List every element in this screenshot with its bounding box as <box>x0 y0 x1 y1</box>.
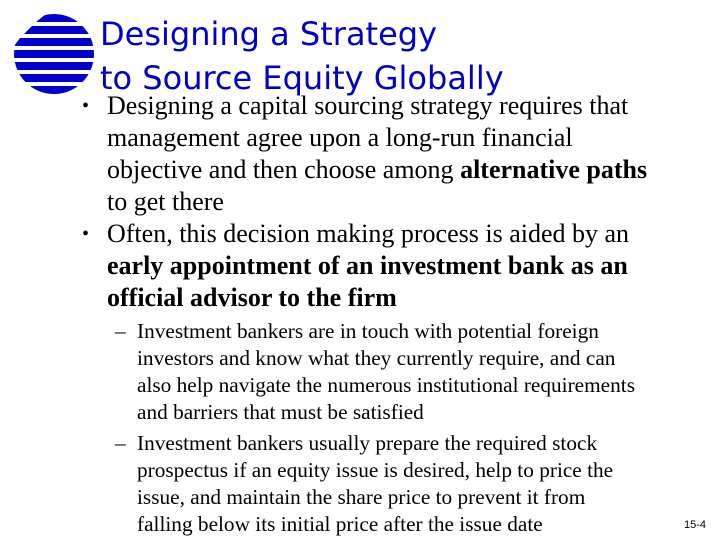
bullet-mark: • <box>82 95 90 117</box>
sub-bullet-line: falling below its initial price after the issue date <box>137 512 543 536</box>
bullet-emphasis: alternative paths <box>460 155 648 184</box>
bullet-line: management agree upon a long-run financial <box>107 123 573 152</box>
page-number: 15-4 <box>683 519 706 531</box>
sub-bullet-line: prospectus if an equity issue is desired, help to price the <box>137 458 614 482</box>
sub-bullet-line: Investment bankers are in touch with potential foreign <box>137 319 599 343</box>
sub-bullet-line: investors and know what they currently require, and can <box>137 346 616 370</box>
bullet-emphasis: early appointment of an investment bank as an <box>107 251 628 280</box>
bullet-line: Designing a capital sourcing strategy requires that <box>107 91 629 120</box>
sub-bullet-line: and barriers that must be satisfied <box>137 400 424 424</box>
sub-bullet-mark: – <box>115 319 126 343</box>
title-line: to Source Equity Globally <box>100 59 504 97</box>
sub-bullet-text <box>137 318 705 426</box>
blue-striped-globe-icon <box>12 12 96 96</box>
bullet-text <box>107 90 702 218</box>
sub-bullet-text <box>137 430 705 538</box>
bullet-item <box>82 218 702 314</box>
slide-title <box>100 12 504 100</box>
sub-bullet-line: also help navigate the numerous institutional requirements <box>137 373 635 397</box>
bullet-emphasis: official advisor to the firm <box>107 283 397 312</box>
bullet-item <box>82 90 702 218</box>
sub-bullet-item <box>115 430 705 538</box>
sub-bullet-item <box>115 318 705 426</box>
bullet-line <box>107 154 702 186</box>
sub-bullet-line: issue, and maintain the share price to prevent it from <box>137 485 586 509</box>
bullet-line: to get there <box>107 187 224 216</box>
bullet-text <box>107 218 702 314</box>
title-line: Designing a Strategy <box>100 15 438 53</box>
bullet-segment: objective and then choose among <box>107 155 461 184</box>
sub-bullet-mark: – <box>115 431 126 455</box>
sub-bullet-line: Investment bankers usually prepare the required stock <box>137 431 598 455</box>
bullet-mark: • <box>82 223 90 245</box>
bullet-line: Often, this decision making process is aided by an <box>107 219 630 248</box>
